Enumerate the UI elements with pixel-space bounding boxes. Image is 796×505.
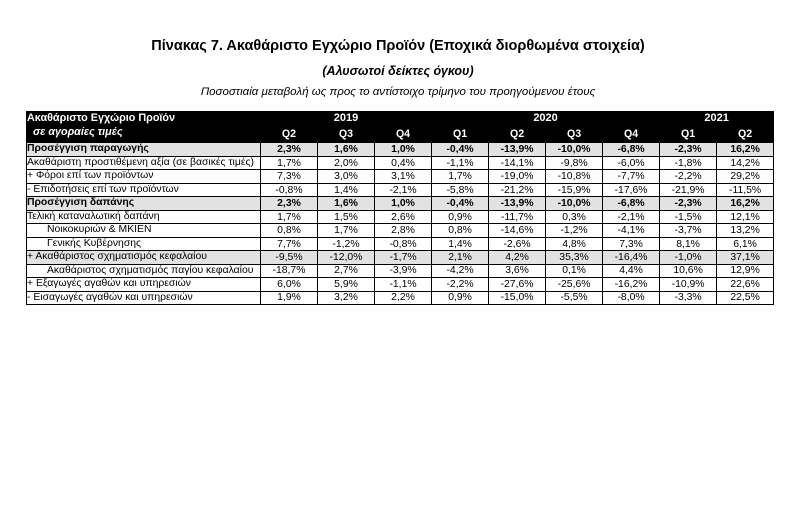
table-cell: -21,2% <box>489 183 546 196</box>
table-cell: 35,3% <box>546 251 603 264</box>
table-cell: -19,0% <box>489 170 546 183</box>
table-cell: 0,9% <box>432 291 489 304</box>
table-cell: -5,5% <box>546 291 603 304</box>
table-cell: 3,1% <box>375 170 432 183</box>
table-header <box>27 112 774 143</box>
table-cell: -16,4% <box>603 251 660 264</box>
table-cell: 1,0% <box>375 143 432 156</box>
table-row <box>27 143 774 156</box>
table-cell: 0,4% <box>375 156 432 169</box>
document-page <box>0 38 796 505</box>
table-cell: -10,0% <box>546 143 603 156</box>
table-cell: -0,4% <box>432 143 489 156</box>
row-label: + Φόροι επί των προϊόντων <box>27 170 261 183</box>
table-cell: -10,0% <box>546 197 603 210</box>
table-cell: 2,3% <box>261 143 318 156</box>
table-cell: -2,3% <box>660 143 717 156</box>
table-cell: -15,0% <box>489 291 546 304</box>
column-header-q2-2020: Q2 <box>489 125 546 143</box>
table-body <box>27 143 774 305</box>
row-label: - Επιδοτήσεις επί των προϊόντων <box>27 183 261 196</box>
table-cell: -3,3% <box>660 291 717 304</box>
row-label: Ακαθάριστη προστιθέμενη αξία (σε βασικές τιμές) <box>27 156 261 169</box>
table-cell: 1,4% <box>318 183 375 196</box>
column-header-q3-2019: Q3 <box>318 125 375 143</box>
table-cell: -1,1% <box>375 278 432 291</box>
table-cell: 6,0% <box>261 278 318 291</box>
table-cell: -1,0% <box>660 251 717 264</box>
table-cell: -7,7% <box>603 170 660 183</box>
table-cell: -14,6% <box>489 224 546 237</box>
column-header-q1-2020: Q1 <box>432 125 489 143</box>
table-cell: 0,8% <box>261 224 318 237</box>
table-cell: 6,1% <box>717 237 774 250</box>
table-cell: -10,8% <box>546 170 603 183</box>
table-cell: -4,2% <box>432 264 489 277</box>
table-row <box>27 156 774 169</box>
table-cell: 2,7% <box>318 264 375 277</box>
table-cell: 16,2% <box>717 197 774 210</box>
table-cell: 5,9% <box>318 278 375 291</box>
table-cell: -1,7% <box>375 251 432 264</box>
table-cell: 22,6% <box>717 278 774 291</box>
table-cell: 7,3% <box>261 170 318 183</box>
table-cell: -1,1% <box>432 156 489 169</box>
page-subtitle-primary: (Αλυσωτοί δείκτες όγκου) <box>322 64 474 79</box>
table-row <box>27 278 774 291</box>
table-cell: 3,2% <box>318 291 375 304</box>
page-title: Πίνακας 7. Ακαθάριστο Εγχώριο Προϊόν (Εποχικά διορθωμένα στοιχεία) <box>151 38 645 54</box>
table-cell: 4,4% <box>603 264 660 277</box>
table-cell: -0,4% <box>432 197 489 210</box>
table-cell: -5,8% <box>432 183 489 196</box>
row-label: Γενικής Κυβέρνησης <box>27 237 261 250</box>
table-cell: 1,6% <box>318 197 375 210</box>
row-label: Τελική καταναλωτική δαπάνη <box>27 210 261 223</box>
year-group-2019: 2019 <box>261 112 432 125</box>
table-cell: 1,7% <box>261 156 318 169</box>
table-cell: -11,7% <box>489 210 546 223</box>
table-cell: -10,9% <box>660 278 717 291</box>
table-cell: 8,1% <box>660 237 717 250</box>
table-cell: -27,6% <box>489 278 546 291</box>
column-header-q3-2020: Q3 <box>546 125 603 143</box>
table-cell: 10,6% <box>660 264 717 277</box>
table-cell: 1,9% <box>261 291 318 304</box>
table-cell: 1,5% <box>318 210 375 223</box>
row-label: + Ακαθάριστος σχηματισμός κεφαλαίου <box>27 251 261 264</box>
table-row <box>27 264 774 277</box>
table-cell: 1,7% <box>318 224 375 237</box>
table-cell: 2,3% <box>261 197 318 210</box>
table-cell: -0,8% <box>261 183 318 196</box>
table-row <box>27 197 774 210</box>
table-row <box>27 291 774 304</box>
table-cell: -6,8% <box>603 197 660 210</box>
table-cell: -1,2% <box>318 237 375 250</box>
table-cell: 3,6% <box>489 264 546 277</box>
table-cell: 16,2% <box>717 143 774 156</box>
table-cell: 2,1% <box>432 251 489 264</box>
table-cell: 2,8% <box>375 224 432 237</box>
table-row <box>27 224 774 237</box>
table-cell: 1,0% <box>375 197 432 210</box>
year-group-2021: 2021 <box>660 112 774 125</box>
table-row <box>27 251 774 264</box>
row-label: - Εισαγωγές αγαθών και υπηρεσιών <box>27 291 261 304</box>
table-cell: -9,8% <box>546 156 603 169</box>
table-cell: 0,1% <box>546 264 603 277</box>
table-row <box>27 237 774 250</box>
table-cell: 14,2% <box>717 156 774 169</box>
table-cell: -11,5% <box>717 183 774 196</box>
table-row <box>27 210 774 223</box>
table-cell: -9,5% <box>261 251 318 264</box>
table-cell: 37,1% <box>717 251 774 264</box>
page-subtitle-secondary: Ποσοστιαία μεταβολή ως προς το αντίστοιχο τρίμηνο του προηγούμενου έτους <box>200 86 596 99</box>
header-row-years <box>27 112 774 125</box>
table-cell: 13,2% <box>717 224 774 237</box>
row-label: Προσέγγιση δαπάνης <box>27 197 261 210</box>
table-cell: -4,1% <box>603 224 660 237</box>
table-cell: 12,1% <box>717 210 774 223</box>
table-cell: 7,7% <box>261 237 318 250</box>
table-corner-title: Ακαθάριστο Εγχώριο Προϊόν <box>27 112 261 125</box>
table-cell: 12,9% <box>717 264 774 277</box>
table-cell: -6,0% <box>603 156 660 169</box>
table-cell: 1,4% <box>432 237 489 250</box>
table-cell: -1,5% <box>660 210 717 223</box>
table-cell: 29,2% <box>717 170 774 183</box>
table-cell: -15,9% <box>546 183 603 196</box>
column-header-q2-2019: Q2 <box>261 125 318 143</box>
column-header-q1-2021: Q1 <box>660 125 717 143</box>
table-cell: -3,7% <box>660 224 717 237</box>
table-cell: 2,2% <box>375 291 432 304</box>
table-cell: -2,1% <box>375 183 432 196</box>
table-cell: 2,0% <box>318 156 375 169</box>
table-cell: -2,3% <box>660 197 717 210</box>
gdp-table <box>26 111 774 305</box>
table-cell: 22,5% <box>717 291 774 304</box>
table-cell: -14,1% <box>489 156 546 169</box>
table-cell: -0,8% <box>375 237 432 250</box>
year-group-2020: 2020 <box>432 112 660 125</box>
table-cell: -18,7% <box>261 264 318 277</box>
table-cell: -12,0% <box>318 251 375 264</box>
table-cell: 2,6% <box>375 210 432 223</box>
table-row <box>27 183 774 196</box>
table-cell: 1,7% <box>261 210 318 223</box>
row-label: Νοικοκυριών & ΜΚΙΕΝ <box>27 224 261 237</box>
row-label: + Εξαγωγές αγαθών και υπηρεσιών <box>27 278 261 291</box>
table-cell: 4,8% <box>546 237 603 250</box>
table-cell: -2,2% <box>432 278 489 291</box>
table-cell: -1,8% <box>660 156 717 169</box>
table-cell: -13,9% <box>489 197 546 210</box>
table-cell: 1,7% <box>432 170 489 183</box>
column-header-q4-2020: Q4 <box>603 125 660 143</box>
table-cell: 7,3% <box>603 237 660 250</box>
row-label: Ακαθάριστος σχηματισμός παγίου κεφαλαίου <box>27 264 261 277</box>
table-cell: 0,3% <box>546 210 603 223</box>
table-corner-subtitle: σε αγοραίες τιμές <box>27 125 261 143</box>
table-cell: 4,2% <box>489 251 546 264</box>
table-cell: 0,8% <box>432 224 489 237</box>
table-cell: 0,9% <box>432 210 489 223</box>
row-label: Προσέγγιση παραγωγής <box>27 143 261 156</box>
header-row-quarters <box>27 125 774 143</box>
table-cell: -13,9% <box>489 143 546 156</box>
column-header-q4-2019: Q4 <box>375 125 432 143</box>
table-cell: -8,0% <box>603 291 660 304</box>
table-cell: -17,6% <box>603 183 660 196</box>
table-cell: -21,9% <box>660 183 717 196</box>
table-cell: -6,8% <box>603 143 660 156</box>
table-cell: 1,6% <box>318 143 375 156</box>
table-cell: -3,9% <box>375 264 432 277</box>
table-cell: -1,2% <box>546 224 603 237</box>
column-header-q2-2021: Q2 <box>717 125 774 143</box>
table-cell: -2,2% <box>660 170 717 183</box>
table-row <box>27 170 774 183</box>
table-cell: -2,1% <box>603 210 660 223</box>
table-cell: 3,0% <box>318 170 375 183</box>
table-cell: -25,6% <box>546 278 603 291</box>
table-cell: -2,6% <box>489 237 546 250</box>
table-cell: -16,2% <box>603 278 660 291</box>
